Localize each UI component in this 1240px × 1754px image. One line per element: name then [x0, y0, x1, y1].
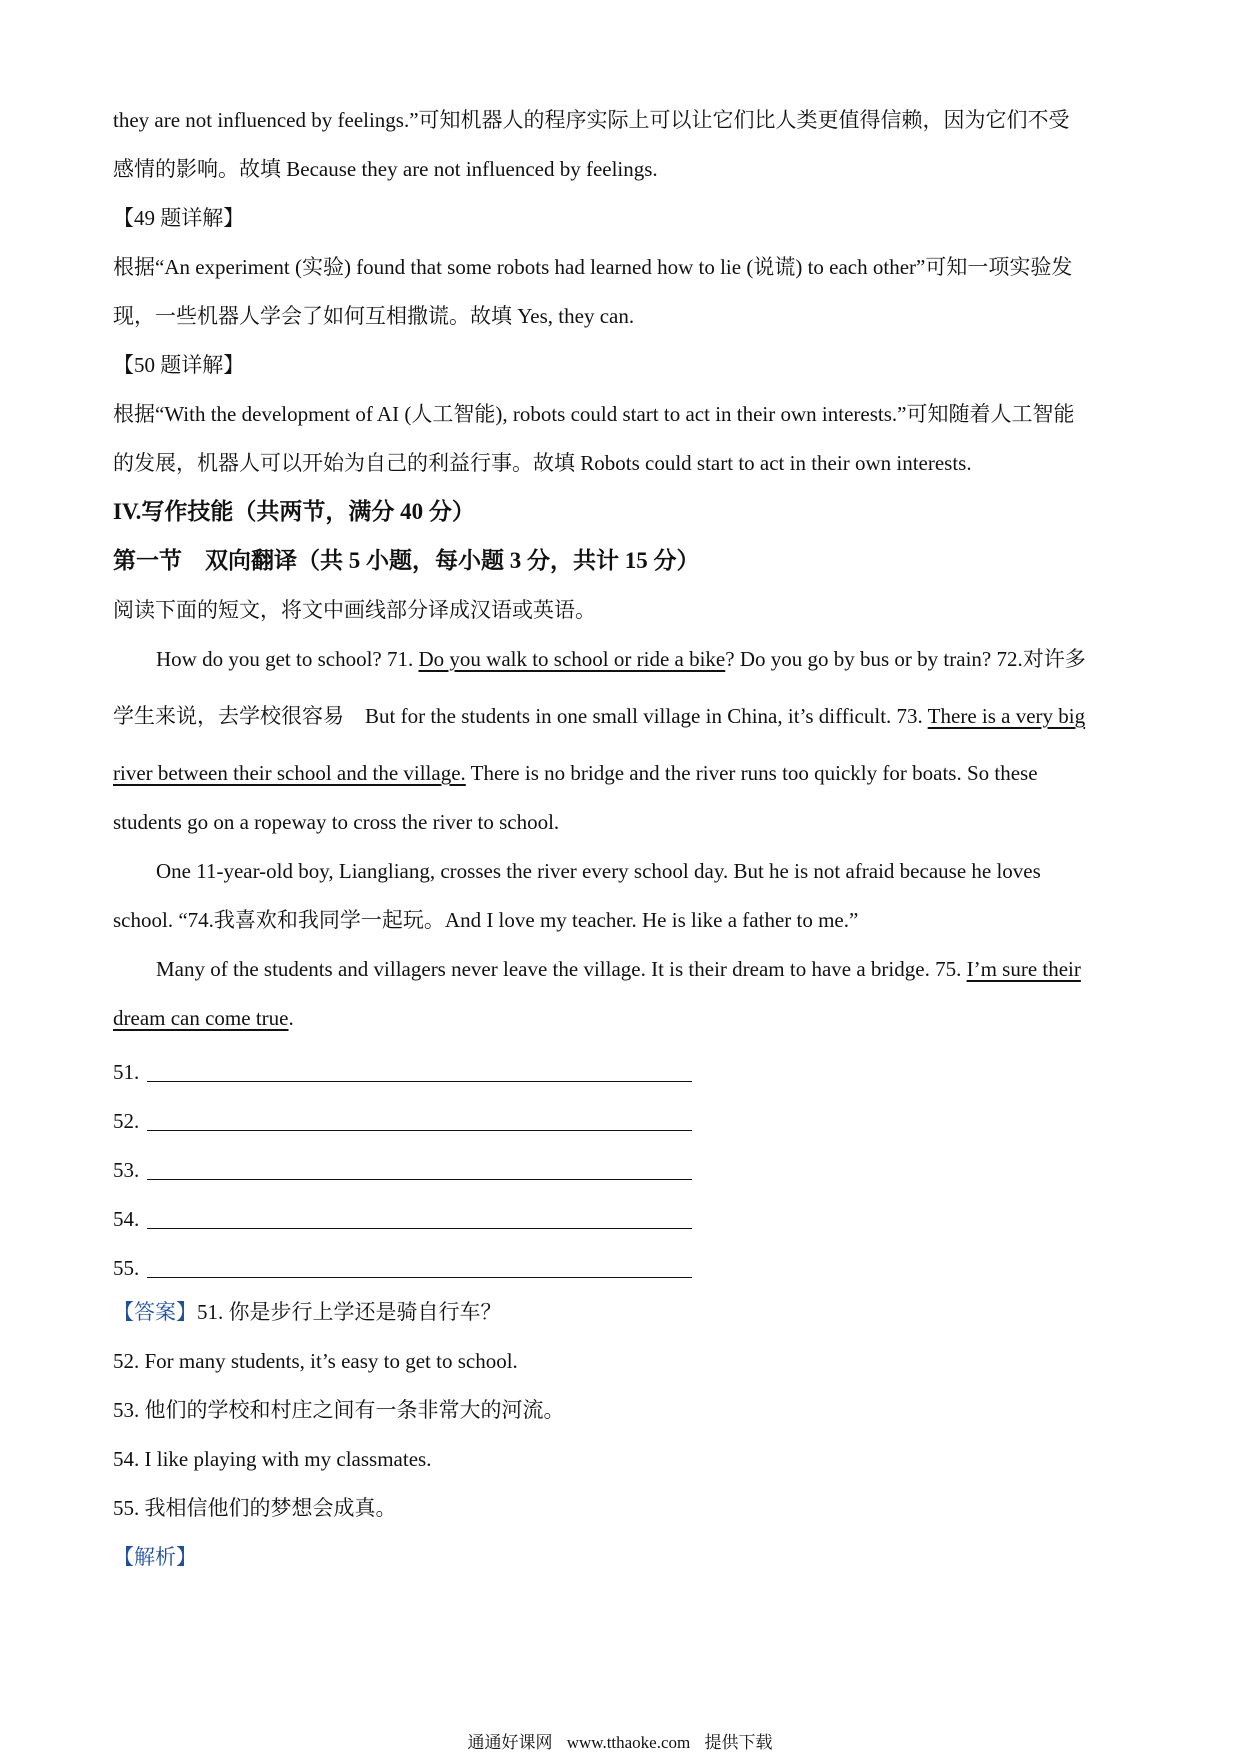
passage-line — [113, 996, 1128, 1045]
passage-text: . — [288, 1006, 294, 1030]
section-subtitle: 第一节 双向翻译（共 5 小题，每小题 3 分，共计 15 分） — [113, 548, 700, 573]
footer-url[interactable]: www.tthaoke.com — [566, 1733, 691, 1752]
passage-line: students go on a ropeway to cross the river to school. — [113, 810, 560, 834]
answer-blank — [113, 1143, 1128, 1192]
passage-line: One 11-year-old boy, Liangliang, crosses the river every school day. But he is not afraid because he loves — [156, 859, 1041, 883]
footer-site-name: 通通好课网 — [467, 1733, 553, 1752]
underlined-75: I’m sure their — [966, 957, 1081, 981]
underlined-71: Do you walk to school or ride a bike — [418, 647, 726, 671]
answer-blank — [113, 1241, 1128, 1290]
text-line: 根据“An experiment (实验) found that some robots had learned how to lie (说谎) to each other”可知一项实验发 — [113, 255, 1073, 279]
section-title: IV.写作技能（共两节，满分 40 分） — [113, 499, 475, 524]
passage-text: There is no bridge and the river runs too quickly for boats. So these — [465, 761, 1038, 785]
passage-line — [113, 637, 1128, 694]
answer-line: 52. For many students, it’s easy to get to school. — [113, 1349, 518, 1373]
blank-number: 53. — [113, 1158, 140, 1182]
passage-text: ? Do you go by bus or by train? 72.对许多 — [725, 647, 1086, 671]
footer-note: 提供下载 — [704, 1733, 773, 1752]
underlined-73: river between their school and the village. — [113, 761, 466, 785]
text-line: 的发展，机器人可以开始为自己的利益行事。故填 Robots could start to act in their own interests. — [113, 451, 972, 475]
page-footer — [0, 1728, 1240, 1753]
passage-text: 学生来说，去学校很容易 But for the students in one small village in China, it’s difficult. 73. — [113, 704, 928, 728]
blank-number: 55. — [113, 1256, 140, 1280]
blank-line — [147, 1247, 692, 1278]
passage-line: school. “74.我喜欢和我同学一起玩。And I love my teacher. He is like a father to me.” — [113, 908, 859, 932]
blank-number: 51. — [113, 1060, 140, 1084]
blank-line — [147, 1051, 692, 1082]
blank-line — [147, 1149, 692, 1180]
instruction: 阅读下面的短文，将文中画线部分译成汉语或英语。 — [113, 598, 596, 622]
blank-line — [147, 1100, 692, 1131]
answer-line: 53. 他们的学校和村庄之间有一条非常大的河流。 — [113, 1398, 565, 1422]
answer-label: 【答案】 — [113, 1300, 197, 1324]
blank-number: 52. — [113, 1109, 140, 1133]
answer-text: 51. 你是步行上学还是骑自行车？ — [197, 1300, 502, 1324]
analysis-label: 【解析】 — [113, 1545, 197, 1569]
passage-text: Many of the students and villagers never leave the village. It is their dream to have a bridge. 75. — [156, 957, 967, 981]
answer-line: 54. I like playing with my classmates. — [113, 1447, 432, 1471]
answer-line — [113, 1290, 1128, 1339]
question-50-heading: 【50 题详解】 — [113, 353, 245, 377]
text-line: 现，一些机器人学会了如何互相撒谎。故填 Yes, they can. — [113, 304, 635, 328]
text-line: they are not influenced by feelings.”可知机器人的程序实际上可以让它们比人类更值得信赖，因为它们不受 — [113, 108, 1070, 132]
underlined-75: dream can come true — [113, 1006, 289, 1030]
passage-text: How do you get to school? 71. — [156, 647, 419, 671]
underlined-73: There is a very big — [927, 704, 1086, 728]
text-line: 根据“With the development of AI (人工智能), robots could start to act in their own interests.”可知随着人工智能 — [113, 402, 1075, 426]
passage-line — [113, 947, 1128, 996]
answer-blank — [113, 1045, 1128, 1094]
passage-line — [113, 694, 1128, 751]
answer-line: 55. 我相信他们的梦想会成真。 — [113, 1496, 397, 1520]
document-body — [113, 98, 1128, 1584]
blank-line — [147, 1198, 692, 1229]
question-49-heading: 【49 题详解】 — [113, 206, 245, 230]
answer-blank — [113, 1094, 1128, 1143]
passage-line — [113, 751, 1128, 800]
text-line: 感情的影响。故填 Because they are not influenced by feelings. — [113, 157, 658, 181]
answer-blank — [113, 1192, 1128, 1241]
blank-number: 54. — [113, 1207, 140, 1231]
